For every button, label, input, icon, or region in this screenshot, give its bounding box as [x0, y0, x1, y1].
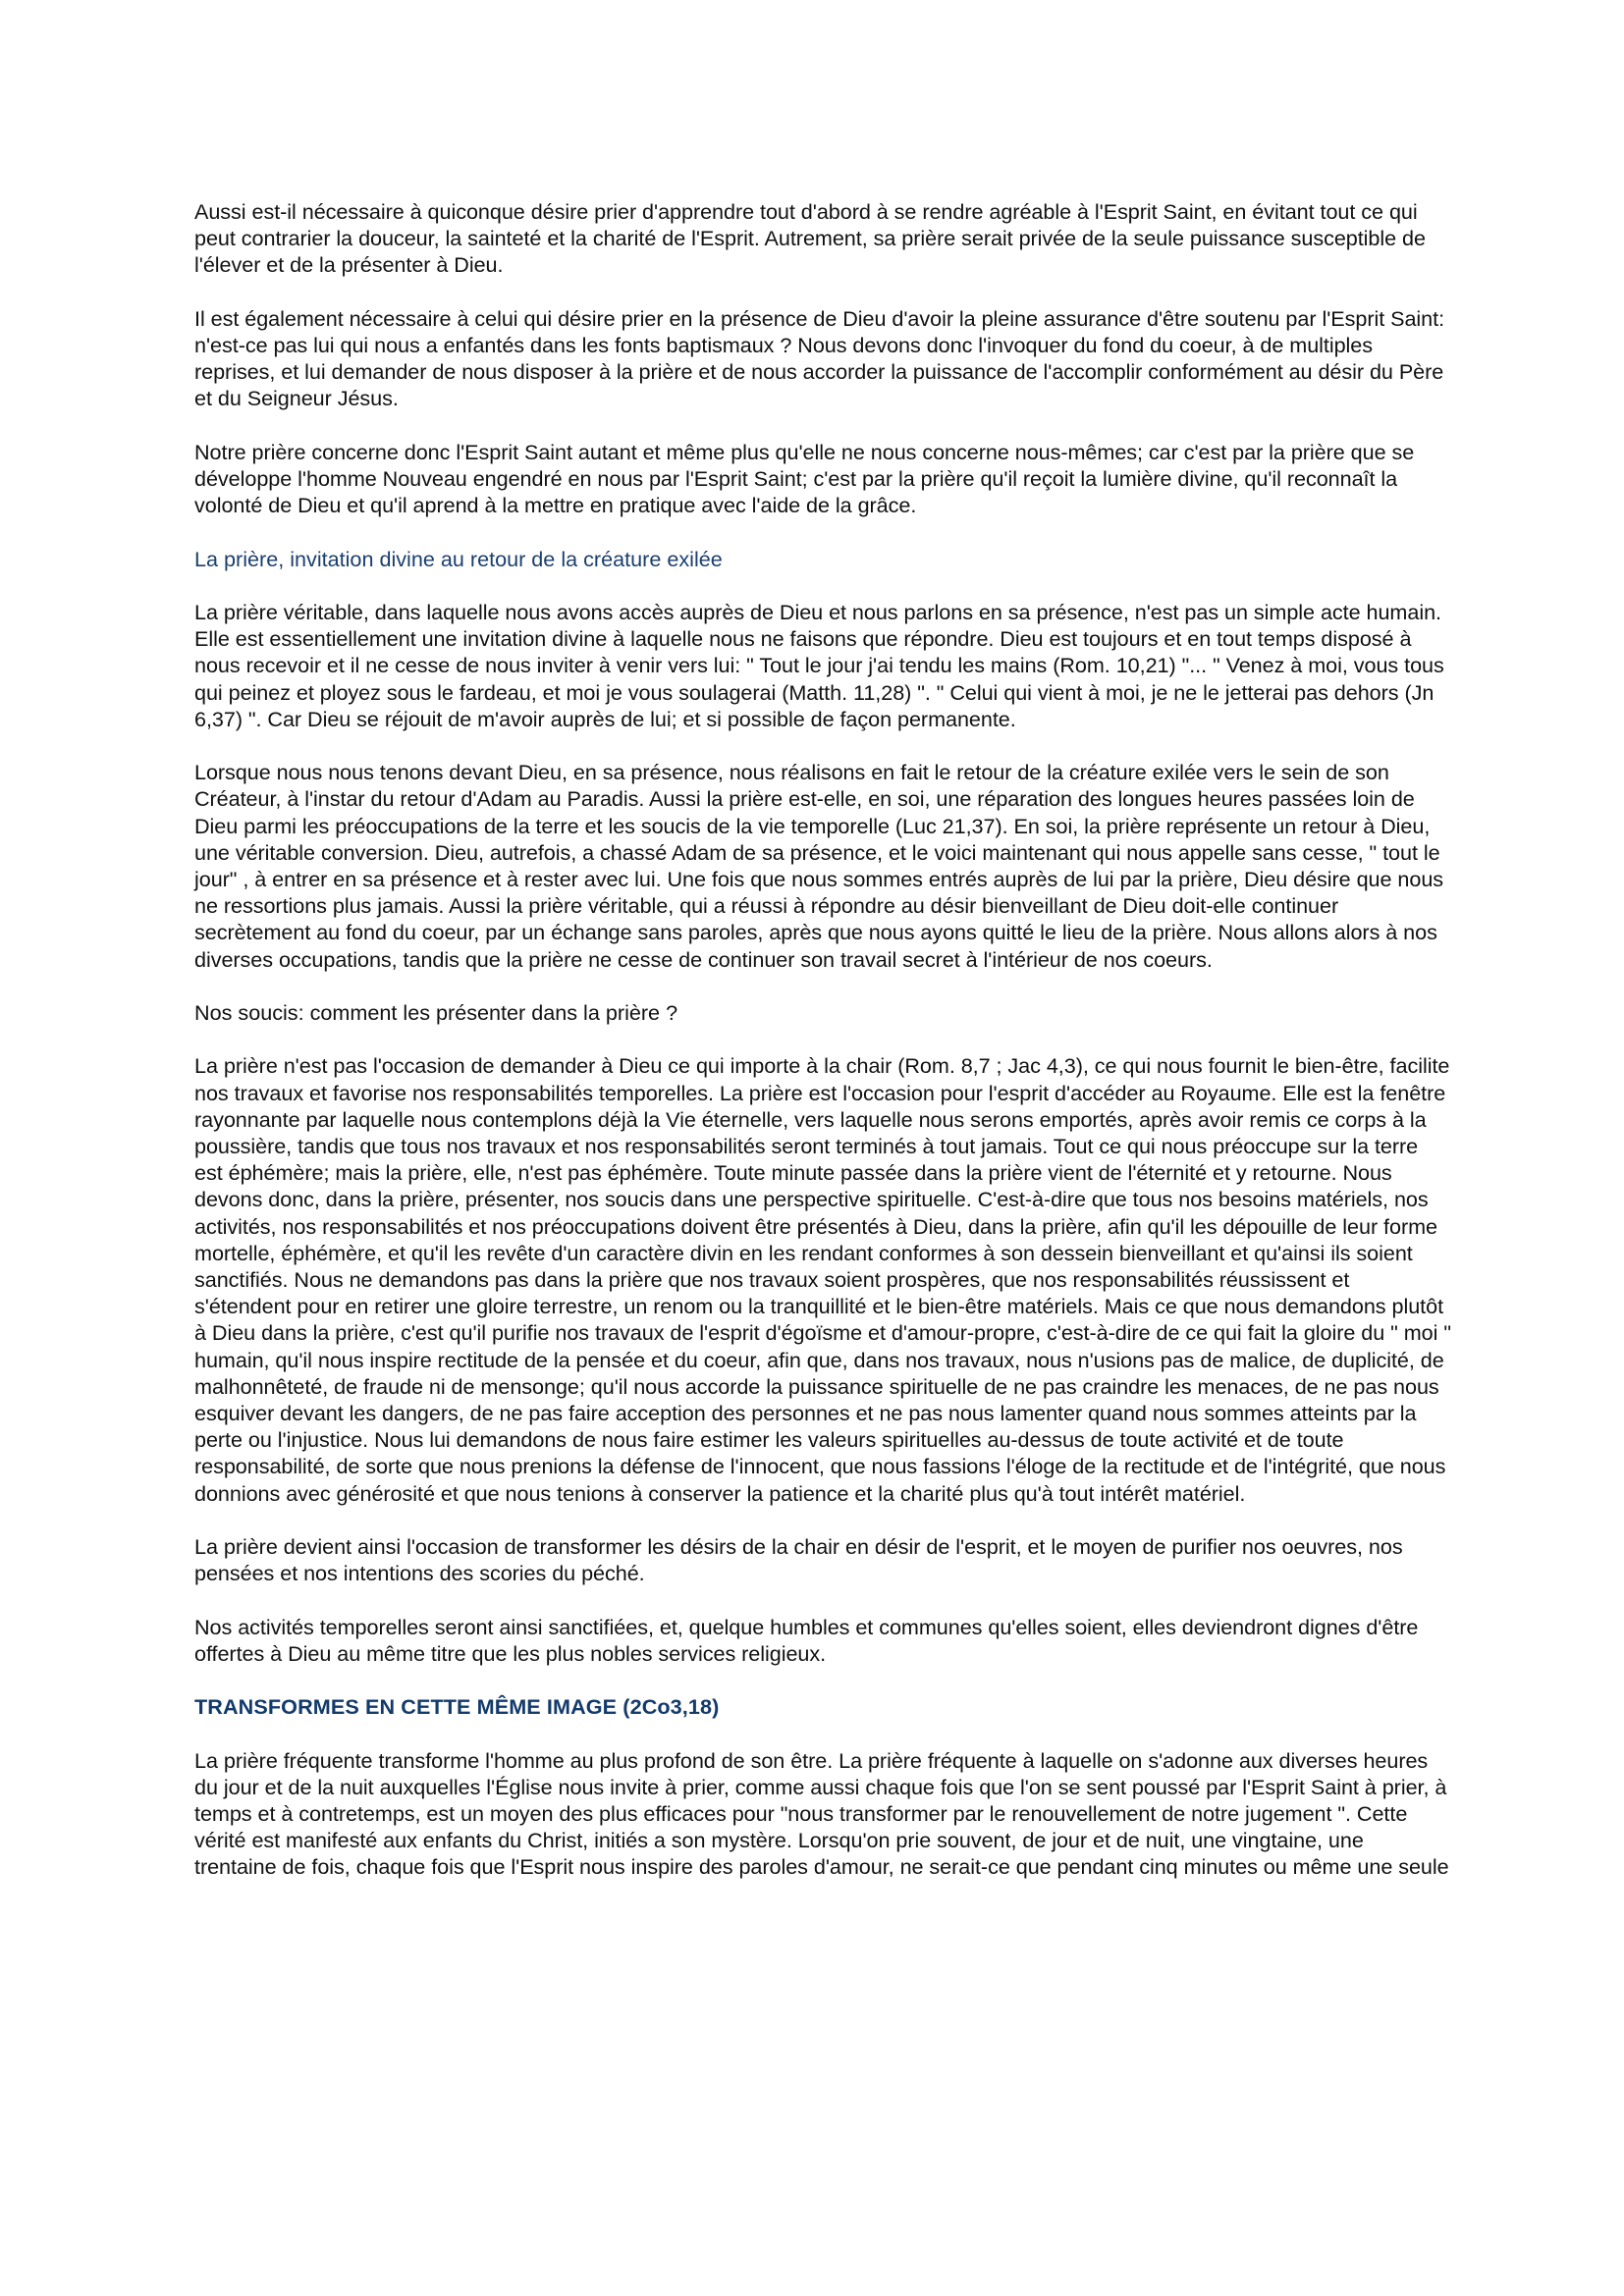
paragraph-assurance-esprit-saint: Il est également nécessaire à celui qui désire prier en la présence de Dieu d'avoir la pleine assurance d'être soutenu par l'Esprit Saint: n'est-ce pas lui qui nous a enfantés dans les fonts baptismaux ? Nous devons donc l'invoquer du fond du coeur, à de multiples reprises, et lui demander de nous disposer à la prière et de nous accorder la puissance de l'accomplir conformément au désir du Père et du Seigneur Jésus. — [194, 305, 1445, 411]
paragraph-transformer-desirs: La prière devient ainsi l'occasion de transformer les désirs de la chair en désir de l'esprit, et le moyen de purifier nos oeuvres, nos pensées et nos intentions des scories du péché. — [194, 1534, 1403, 1586]
paragraph-activites-sanctifiees: Nos activités temporelles seront ainsi sanctifiées, et, quelque humbles et communes qu'elles soient, elles deviendront dignes d'être offertes à Dieu au même titre que les plus nobles services religieux. — [194, 1614, 1419, 1666]
paragraph-priere-concerne-esprit: Notre prière concerne donc l'Esprit Saint autant et même plus qu'elle ne nous concerne nous-mêmes; car c'est par la prière que se développe l'homme Nouveau engendré en nous par l'Esprit Saint; c'est par la prière qu'il reçoit la lumière divine, qu'il reconnaît la volonté de Dieu et qu'il aprend à la mettre en pratique avec l'aide de la grâce. — [194, 439, 1415, 518]
subheading-nos-soucis: Nos soucis: comment les présenter dans la prière ? — [194, 1000, 678, 1025]
paragraph-esprit-saint-agreable: Aussi est-il nécessaire à quiconque désire prier d'apprendre tout d'abord à se rendre agréable à l'Esprit Saint, en évitant tout ce qui peut contrarier la douceur, la sainteté et la charité de l'Esprit. Autrement, sa prière serait privée de la seule puissance susceptible de l'élever et de la présenter à Dieu. — [194, 199, 1426, 278]
subheading-invitation-divine: La prière, invitation divine au retour de la créature exilée — [194, 546, 723, 571]
paragraph-retour-creature: Lorsque nous nous tenons devant Dieu, en sa présence, nous réalisons en fait le retour de la créature exilée vers le sein de son Créateur, à l'instar du retour d'Adam au Paradis. Aussi la prière est-elle, en soi, une réparation des longues heures passées loin de Dieu parmi les préoccupations de la terre et les soucis de la vie temporelle (Luc 21,37). En soi, la prière représente un retour à Dieu, une véritable conversion. Dieu, autrefois, a chassé Adam de sa présence, et le voici maintenant qui nous appelle sans cesse, " tout le jour" , à entrer en sa présence et à rester avec lui. Une fois que nous sommes entrés auprès de lui par la prière, Dieu désire que nous ne ressortions plus jamais. Aussi la prière véritable, qui a réussi à répondre au désir bienveillant de Dieu doit-elle continuer secrètement au fond du coeur, par un échange sans paroles, après que nous ayons quitté le lieu de la prière. Nous allons alors à nos diverses occupations, tandis que la prière ne cesse de continuer son travail secret à l'intérieur de nos coeurs. — [194, 760, 1444, 972]
paragraph-priere-veritable: La prière véritable, dans laquelle nous avons accès auprès de Dieu et nous parlons en sa présence, n'est pas un simple acte humain. Elle est essentiellement une invitation divine à laquelle nous ne faisons que répondre. Dieu est toujours et en tout temps disposé à nous recevoir et il ne cesse de nous inviter à venir vers lui: " Tout le jour j'ai tendu les mains (Rom. 10,21) "... " Venez à moi, vous tous qui peinez et ployez sous le fardeau, et moi je vous soulagerai (Matth. 11,28) ". " Celui qui vient à moi, je ne le jetterai pas dehors (Jn 6,37) ". Car Dieu se réjouit de m'avoir auprès de lui; et si possible de façon permanente. — [194, 599, 1444, 731]
section-heading-transformes: TRANSFORMES EN CETTE MÊME IMAGE (2Co3,18) — [194, 1694, 720, 1720]
paragraph-occasion-chair: La prière n'est pas l'occasion de demander à Dieu ce qui importe à la chair (Rom. 8,7 ; Jac 4,3), ce qui nous fournit le bien-être, facilite nos travaux et favorise nos responsabilités temporelles. La prière est l'occasion pour l'esprit d'accéder au Royaume. Elle est la fenêtre rayonnante par laquelle nous contemplons déjà la Vie éternelle, vers laquelle nous serons emportés, après avoir remis ce corps à la poussière, tandis que tous nos travaux et nos responsabilités seront terminés à tout jamais. Tout ce qui nous préoccupe sur la terre est éphémère; mais la prière, elle, n'est pas éphémère. Toute minute passée dans la prière vient de l'éternité et y retourne. Nous devons donc, dans la prière, présenter, nos soucis dans une perspective spirituelle. C'est-à-dire que tous nos besoins matériels, nos activités, nos responsabilités et nos préoccupations doivent être présentés à Dieu, dans la prière, afin qu'il les dépouille de leur forme mortelle, éphémère, et qu'il les revête d'un caractère divin en les rendant conformes à son dessein bienveillant et qu'ainsi ils soient sanctifiés. Nous ne demandons pas dans la prière que nos travaux soient prospères, que nos responsabilités réussissent et s'étendent pour en retirer une gloire terrestre, un renom ou la tranquillité et le bien-être matériels. Mais ce que nous demandons plutôt à Dieu dans la prière, c'est qu'il purifie nos travaux de l'esprit d'égoïsme et d'amour-propre, c'est-à-dire de ce qui fait la gloire du " moi " humain, qu'il nous inspire rectitude de la pensée et du coeur, afin que, dans nos travaux, nous n'usions pas de malice, de duplicité, de malhonnêteté, de fraude ni de mensonge; qu'il nous accorde la puissance spirituelle de ne pas craindre les menaces, de ne pas nous esquiver devant les dangers, de ne pas faire acception des personnes et ne pas nous lamenter quand nous sommes atteints par la perte ou l'injustice. Nous lui demandons de nous faire estimer les valeurs spirituelles au-dessus de toute activité et de toute responsabilité, de sorte que nous prenions la défense de l'innocent, que nous fassions l'éloge de la rectitude et de l'intégrité, que nous donnions avec générosité et que nous tenions à conserver la patience et la charité plus qu'à tout intérêt matériel. — [194, 1053, 1451, 1506]
paragraph-priere-frequente: La prière fréquente transforme l'homme au plus profond de son être. La prière fréquente à laquelle on s'adonne aux diverses heures du jour et de la nuit auxquelles l'Église nous invite à prier, comme aussi chaque fois que l'on se sent poussé par l'Esprit Saint à prier, à temps et à contretemps, est un moyen des plus efficaces pour "nous transformer par le renouvellement de notre jugement ". Cette vérité est manifesté aux enfants du Christ, initiés a son mystère. Lorsqu'on prie souvent, de jour et de nuit, une vingtaine, une trentaine de fois, chaque fois que l'Esprit nous inspire des paroles d'amour, ne serait-ce que pendant cinq minutes ou même une seule — [194, 1747, 1449, 1880]
document-page — [194, 198, 1451, 1907]
